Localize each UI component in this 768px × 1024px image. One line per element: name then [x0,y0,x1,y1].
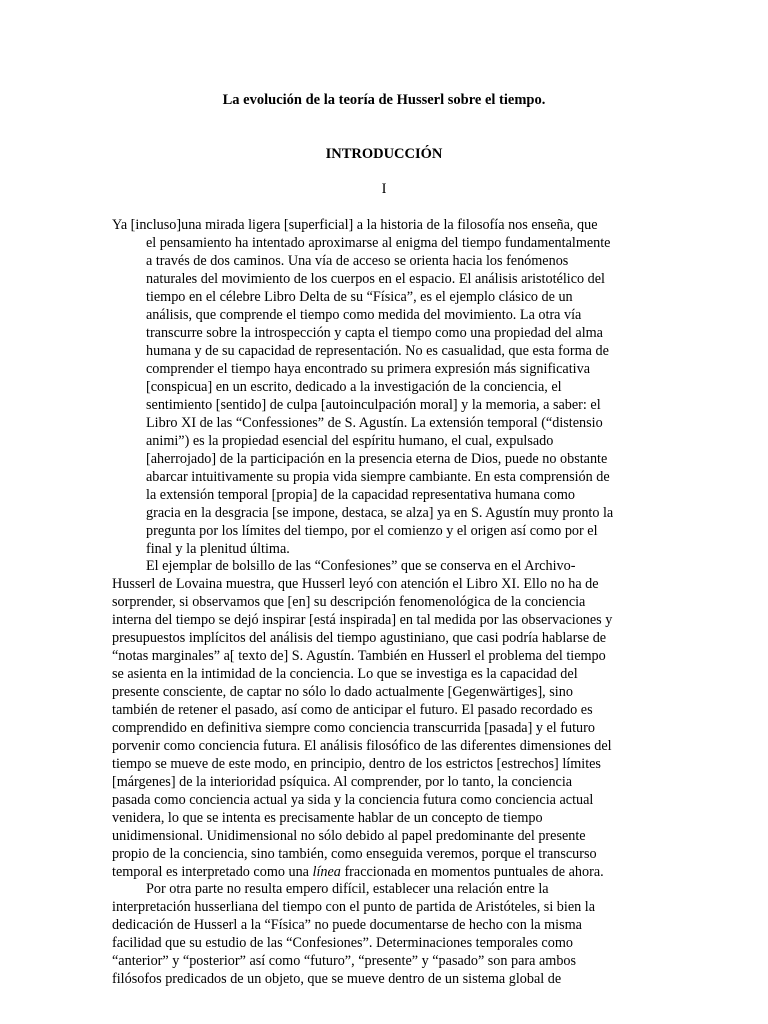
text-line: Husserl de Lovaina muestra, que Husserl leyó con atención el Libro XI. Ello no ha de [112,576,599,592]
text-line: [conspicua] en un escrito, dedicado a la investigación de la conciencia, el [146,379,562,395]
text-line [112,863,604,881]
text-line: abarcar intuitivamente su propia vida siempre cambiante. En esta comprensión de [146,469,610,485]
text-line: el pensamiento ha intentado aproximarse al enigma del tiempo fundamentalmente [146,235,611,251]
text-line: sorprender, si observamos que [en] su descripción fenomenológica de la conciencia [112,594,586,610]
italic-word: línea [312,864,341,880]
text-line: humana y de su capacidad de representación. No es casualidad, que esta forma de [146,343,609,359]
text-line: la extensión temporal [propia] de la capacidad representativa humana como [146,487,575,503]
text-line: “notas marginales” a[ texto de] S. Agustín. También en Husserl el problema del tiempo [112,648,606,664]
text-line: pasada como conciencia actual ya sida y la conciencia futura como conciencia actual [112,792,594,808]
text-line: Por otra parte no resulta empero difícil, establecer una relación entre la [146,881,549,897]
text-line: tiempo se mueve de este modo, en principio, dentro de los estrictos [estrechos] límites [112,756,601,772]
text-line: venidera, lo que se intenta es precisamente hablar de un concepto de tiempo [112,810,543,826]
text-line: también de retener el pasado, así como de anticipar el futuro. El pasado recordado es [112,702,593,718]
text-line: naturales del movimiento de los cuerpos en el espacio. El análisis aristotélico del [146,271,605,287]
text-line: Libro XI de las “Confessiones” de S. Agustín. La extensión temporal (“distensio [146,415,603,431]
text-line: unidimensional. Unidimensional no sólo debido al papel predominante del presente [112,828,586,844]
text-line: animi”) es la propiedad esencial del espíritu humano, el cual, expulsado [146,433,554,449]
text-line: transcurre sobre la introspección y capta el tiempo como una propiedad del alma [146,325,603,341]
text-line: [aherrojado] de la participación en la presencia eterna de Dios, puede no obstante [146,451,608,467]
text-line: comprender el tiempo haya encontrado su primera expresión más significativa [146,361,590,377]
section-heading: INTRODUCCIÓN [325,146,443,162]
text-line: El ejemplar de bolsillo de las “Confesiones” que se conserva en el Archivo- [146,558,576,574]
text-line: filósofos predicados de un objeto, que se mueve dentro de un sistema global de [112,971,562,987]
text-line: presente consciente, de captar no sólo lo dado actualmente [Gegenwärtiges], sino [112,684,573,700]
text-line: dedicación de Husserl a la “Física” no puede documentarse de hecho con la misma [112,917,582,933]
text-span: temporal es interpretado como una [112,864,313,880]
text-line: gracia en la desgracia [se impone, destaca, se alza] ya en S. Agustín muy pronto la [146,505,614,521]
text-line: propio de la conciencia, sino también, como enseguida veremos, porque el transcurso [112,846,597,862]
text-line: Ya [incluso]una mirada ligera [superficial] a la historia de la filosofía nos enseña, que [112,217,598,233]
section-number: I [381,181,387,197]
text-line: comprendido en definitiva siempre como conciencia transcurrida [pasada] y el futuro [112,720,595,736]
text-span: fraccionada en momentos puntuales de ahora. [340,864,604,880]
text-line: análisis, que comprende el tiempo como medida del movimiento. La otra vía [146,307,582,323]
text-line: interpretación husserliana del tiempo con el punto de partida de Aristóteles, si bien la [112,899,596,915]
text-line: sentimiento [sentido] de culpa [autoinculpación moral] y la memoria, a saber: el [146,397,601,413]
text-line: se asienta en la intimidad de la conciencia. Lo que se investiga es la capacidad del [112,666,578,682]
text-line: a través de dos caminos. Una vía de acceso se orienta hacia los fenómenos [146,253,569,269]
text-line: [márgenes] de la interioridad psíquica. Al comprender, por lo tanto, la conciencia [112,774,573,790]
text-line: facilidad que su estudio de las “Confesiones”. Determinaciones temporales como [112,935,573,951]
text-line: pregunta por los límites del tiempo, por el comienzo y el origen así como por el [146,523,598,539]
text-line: final y la plenitud última. [146,541,290,557]
text-line: presupuestos implícitos del análisis del tiempo agustiniano, que casi podría hablarse de [112,630,607,646]
text-line: “anterior” y “posterior” así como “futuro”, “presente” y “pasado” son para ambos [112,953,577,969]
text-line: tiempo en el célebre Libro Delta de su “Física”, es el ejemplo clásico de un [146,289,573,305]
text-line: interna del tiempo se dejó inspirar [está inspirada] en tal medida por las observaciones y [112,612,613,628]
document-title: La evolución de la teoría de Husserl sobre el tiempo. [222,92,546,108]
text-line: porvenir como conciencia futura. El análisis filosófico de las diferentes dimensiones del [112,738,612,754]
